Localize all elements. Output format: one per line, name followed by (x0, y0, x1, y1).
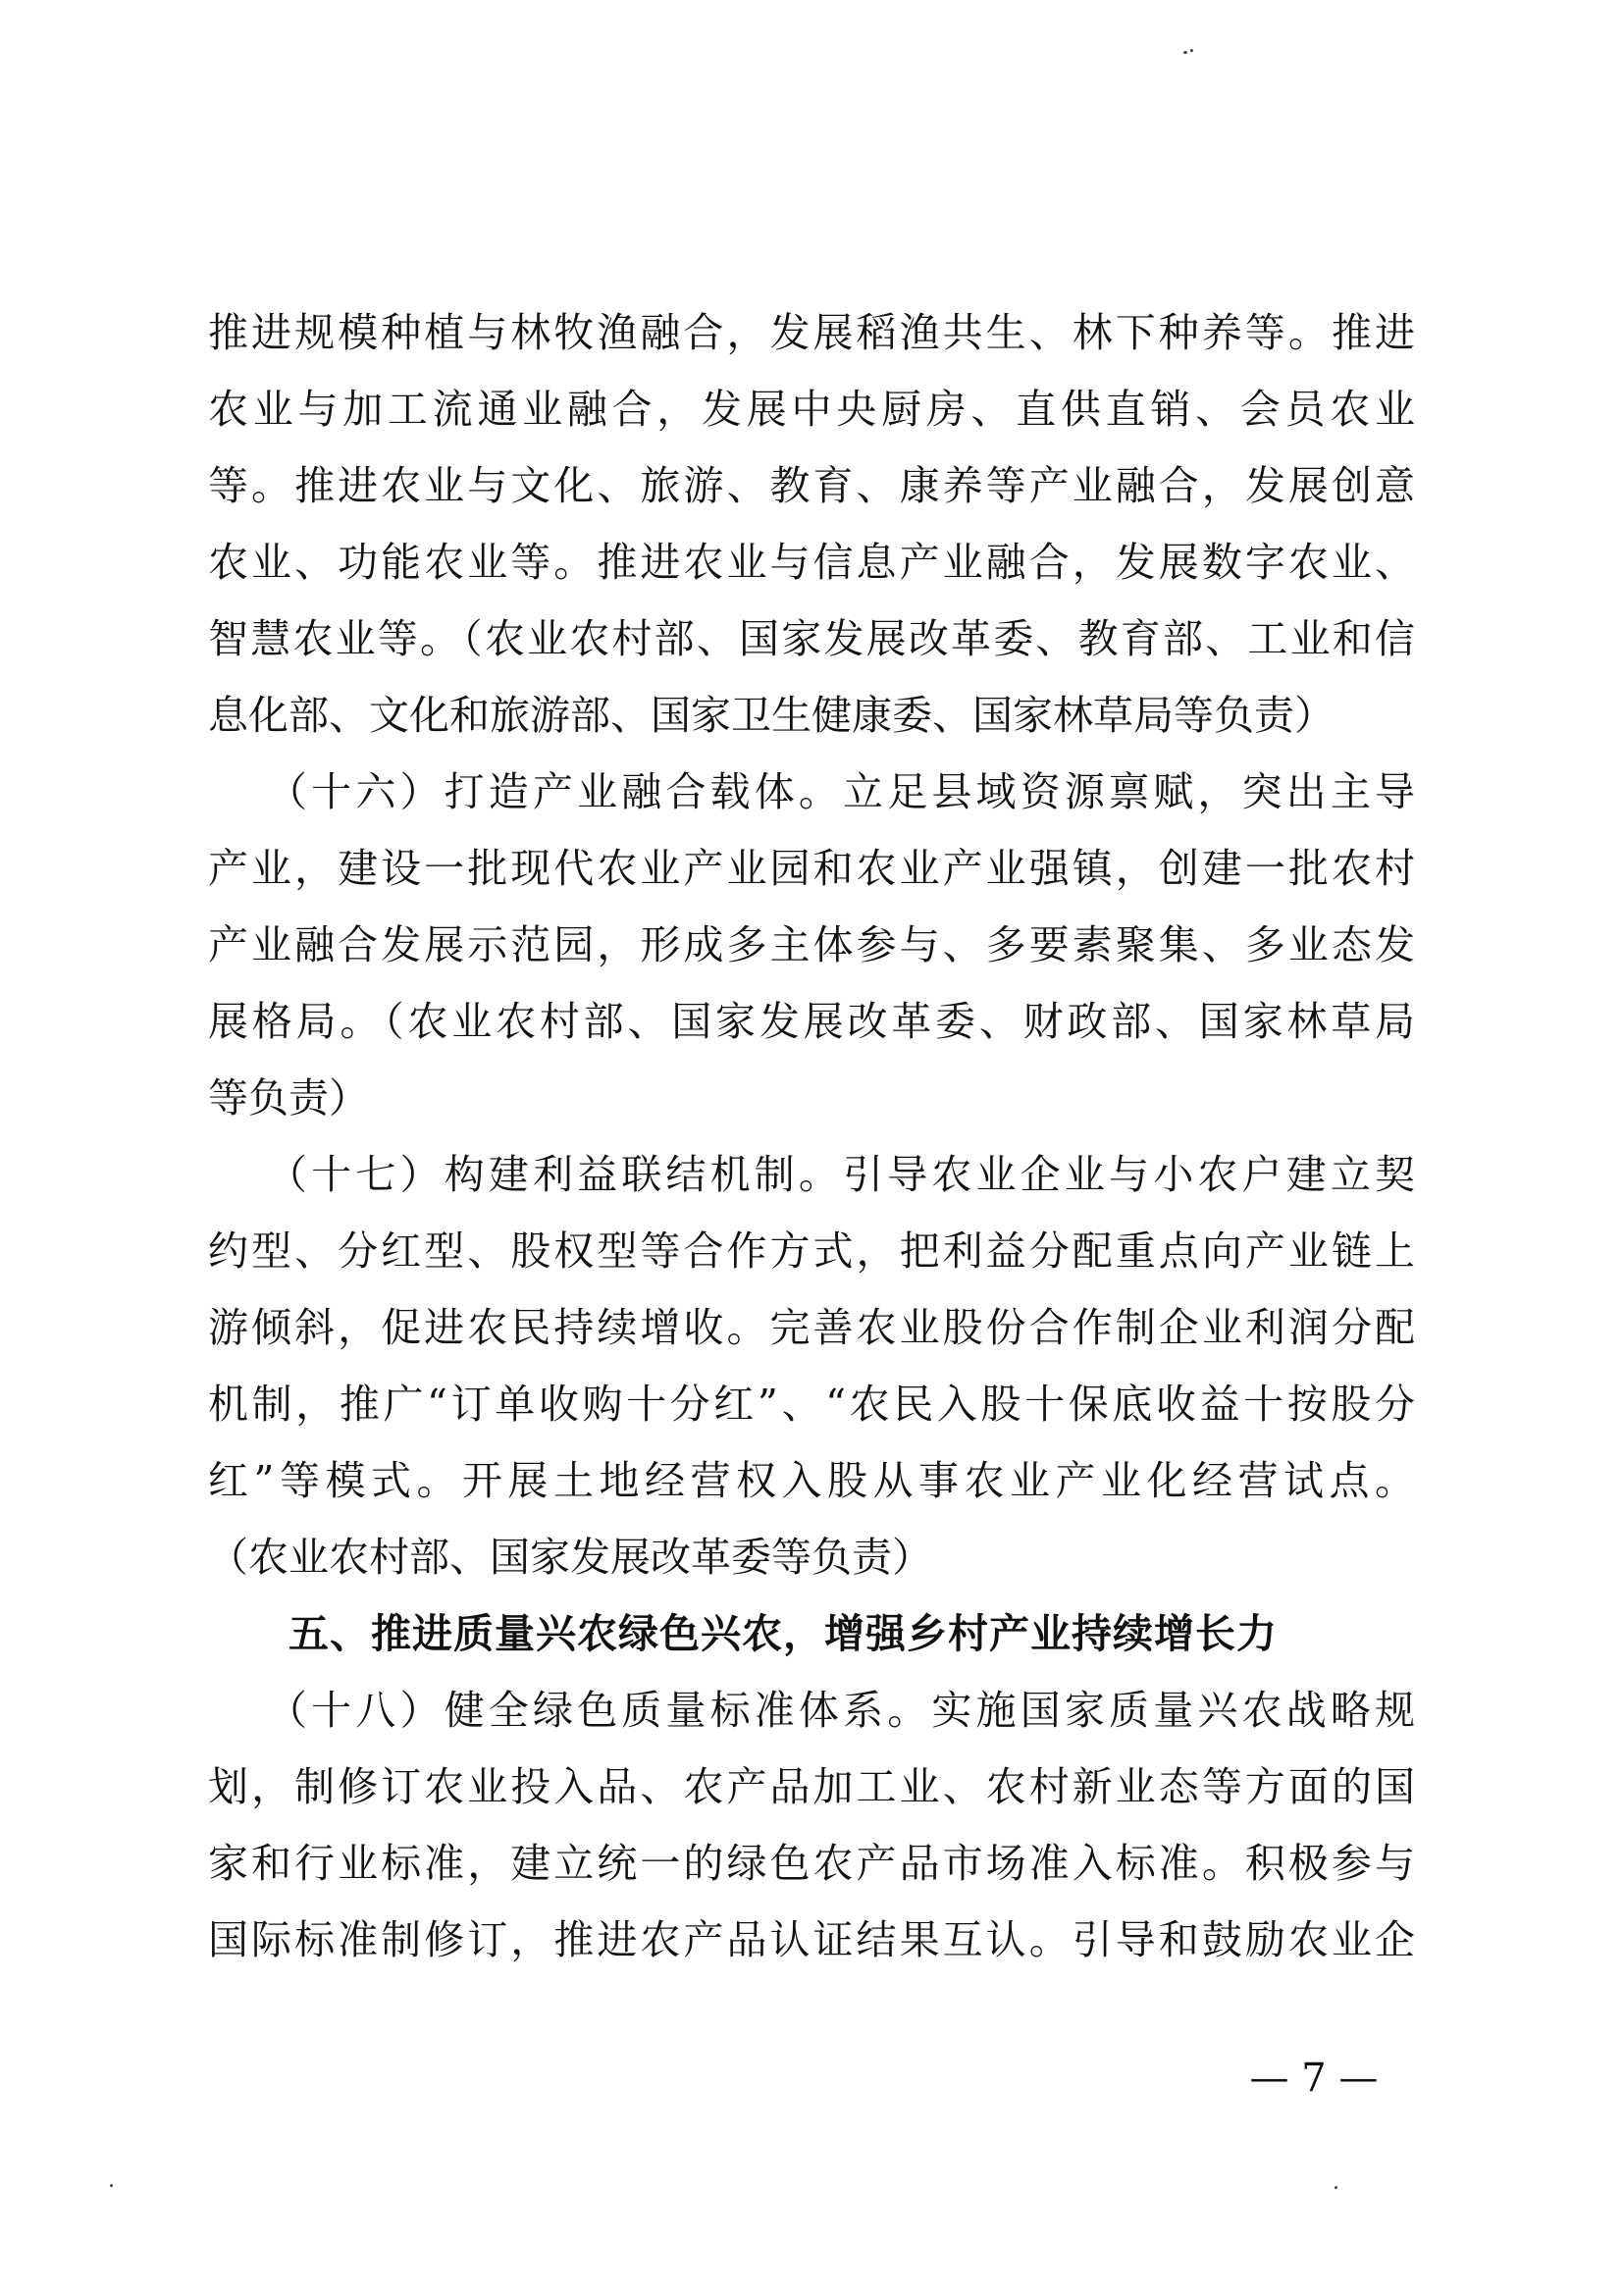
text-line: 家和行业标准，建立统一的绿色农产品市场准入标准。积极参与 (208, 1840, 1415, 1887)
text-line: 红”等模式。开展土地经营权入股从事农业产业化经营试点。 (208, 1457, 1415, 1504)
text-line: （农业农村部、国家发展改革委等负责） (208, 1534, 932, 1581)
text-line: 产业，建设一批现代农业产业园和农业产业强镇，创建一批农村 (208, 845, 1415, 892)
text-line: 划，制修订农业投入品、农产品加工业、农村新业态等方面的国 (208, 1763, 1415, 1810)
text-line: 等。推进农业与文化、旅游、教育、康养等产业融合，发展创意 (208, 462, 1415, 509)
section-heading: 五、推进质量兴农绿色兴农，增强乡村产业持续增长力 (288, 1610, 1278, 1657)
text-line: 智慧农业等。（农业农村部、国家发展改革委、教育部、工业和信 (208, 615, 1415, 662)
text-line: 游倾斜，促进农民持续增收。完善农业股份合作制企业利润分配 (208, 1304, 1415, 1351)
paragraph-16-first-line: （十六）打造产业融合载体。立足县域资源禀赋，突出主导 (267, 768, 1415, 815)
paragraph-18-first-line: （十八）健全绿色质量标准体系。实施国家质量兴农战略规 (267, 1687, 1415, 1734)
text-line: 产业融合发展示范园，形成多主体参与、多要素聚集、多业态发 (208, 921, 1415, 968)
text-line: 国际标准制修订，推进农产品认证结果互认。引导和鼓励农业企 (208, 1916, 1415, 1963)
text-line: 展格局。（农业农村部、国家发展改革委、财政部、国家林草局 (208, 998, 1415, 1045)
page-number: — 7 — (1249, 2056, 1379, 2101)
scan-speck (1190, 49, 1193, 52)
body-text (208, 294, 1415, 1978)
text-line: 机制，推广“订单收购十分红”、“农民入股十保底收益十按股分 (208, 1381, 1415, 1428)
text-line: 农业、功能农业等。推进农业与信息产业融合，发展数字农业、 (208, 539, 1415, 586)
text-line: 农业与加工流通业融合，发展中央厨房、直供直销、会员农业 (208, 386, 1415, 433)
text-line: 等负责） (208, 1074, 369, 1122)
scan-speck (1183, 51, 1187, 54)
text-line: 息化部、文化和旅游部、国家卫生健康委、国家林草局等负责） (208, 692, 1335, 739)
text-line: 约型、分红型、股权型等合作方式，把利益分配重点向产业链上 (208, 1227, 1415, 1275)
paragraph-17-first-line: （十七）构建利益联结机制。引导农业企业与小农户建立契 (267, 1151, 1415, 1198)
scan-speck (110, 2184, 113, 2187)
scan-speck (1335, 2186, 1337, 2189)
text-line: 推进规模种植与林牧渔融合，发展稻渔共生、林下种养等。推进 (208, 309, 1415, 356)
